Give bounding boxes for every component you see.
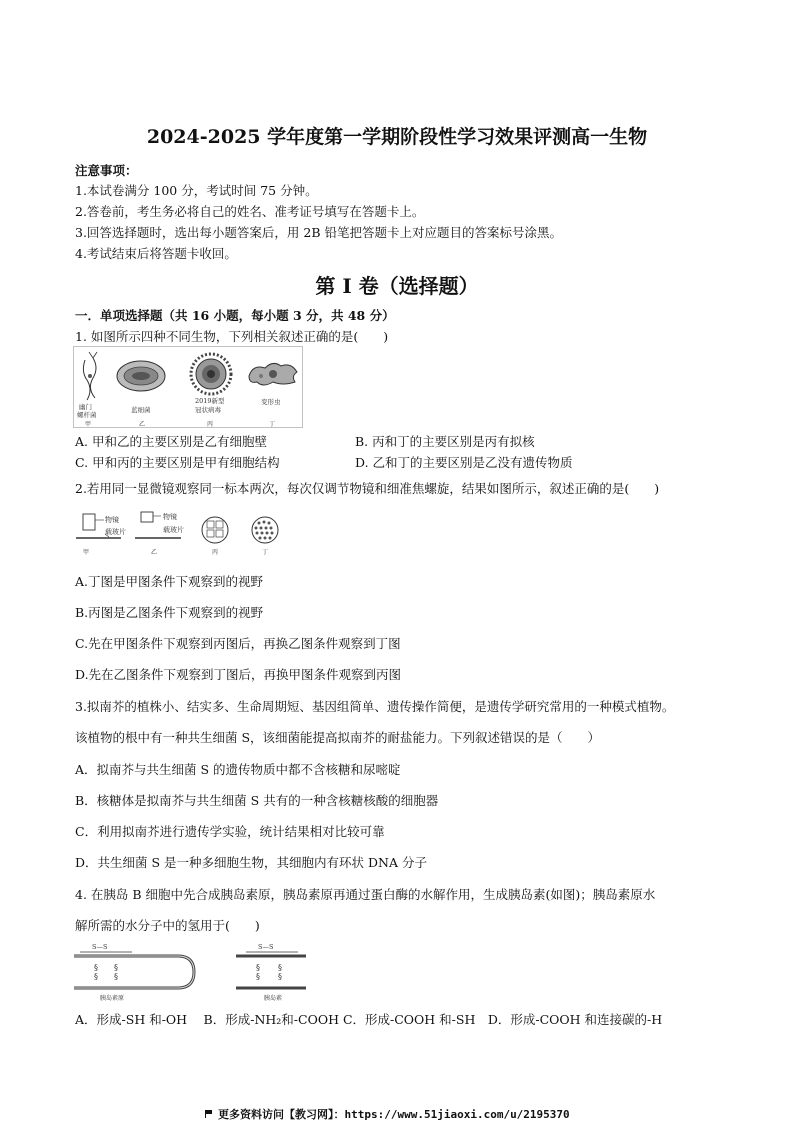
- notes-heading: 注意事项：: [75, 163, 138, 178]
- fig-label: 物镜: [163, 513, 177, 521]
- note-item: 3.回答选择题时，选出每小题答案后，用 2B 铅笔把答题卡上对应题目的答案标号涂黑。: [75, 225, 563, 240]
- helicobacter-figure: [83, 352, 97, 400]
- fig-label: 乙: [151, 549, 158, 556]
- q4-stem-line1: 4. 在胰岛 B 细胞中先合成胰岛素原，胰岛素原再通过蛋白酶的水解作用，生成胰岛素(如图)；胰岛素原水: [75, 887, 656, 902]
- footer-link[interactable]: [205, 1106, 570, 1122]
- q1-option-d: D. 乙和丁的主要区别是乙没有遗传物质: [355, 455, 573, 470]
- fig-label: 变形虫: [261, 398, 281, 406]
- q2-option-a: A.丁图是甲图条件下观察到的视野: [75, 574, 264, 589]
- fig-label: 幽门: [79, 403, 92, 411]
- fig-label: S—S: [92, 943, 108, 951]
- fig-label: 甲: [83, 549, 90, 556]
- q1-option-c: C. 甲和丙的主要区别是甲有细胞结构: [75, 455, 280, 470]
- fig-label: 冠状病毒: [195, 406, 221, 414]
- svg-text:§: §: [278, 972, 282, 981]
- fig-label: 丁: [262, 549, 269, 556]
- q4-stem-line2: 解所需的水分子中的氢用于( ): [75, 918, 260, 933]
- q3-option-c: C．利用拟南芥进行遗传学实验，统计结果相对比较可靠: [75, 824, 385, 839]
- amoeba-figure: [249, 363, 297, 385]
- part-heading: 一．单项选择题（共 16 小题，每小题 3 分，共 48 分）: [75, 308, 395, 323]
- q3-option-b: B．核糖体是拟南芥与共生细菌 S 共有的一种含核糖核酸的细胞器: [75, 793, 439, 808]
- note-item: 4.考试结束后将答题卡收回。: [75, 246, 237, 261]
- cyanobacteria-figure: [117, 361, 165, 391]
- fig-label: 螺杆菌: [77, 411, 97, 419]
- fig-label: 丙: [207, 421, 214, 428]
- q1-stem: 1. 如图所示四种不同生物，下列相关叙述正确的是( ): [75, 329, 389, 344]
- svg-text:§: §: [256, 972, 260, 981]
- q2-option-c: C.先在甲图条件下观察到丙图后，再换乙图条件观察到丁图: [75, 636, 401, 651]
- q2-option-d: D.先在乙图条件下观察到丁图后，再换甲图条件观察到丙图: [75, 667, 402, 682]
- footer-text: 更多资料访问【教习网】：https://www.51jiaoxi.com/u/2195370: [218, 1108, 570, 1121]
- q3-stem-line2: 该植物的根中有一种共生细菌 S，该细菌能提高拟南芥的耐盐能力。下列叙述错误的是（ ）: [75, 730, 601, 745]
- q1-organisms-figure: [73, 346, 303, 428]
- q4-options: A．形成-SH 和-OH B．形成-NH₂和-COOH C．形成-COOH 和-SH D．形成-COOH 和连接碳的-H: [75, 1012, 663, 1027]
- q3-option-a: A．拟南芥与共生细菌 S 的遗传物质中都不含核糖和尿嘧啶: [75, 762, 401, 777]
- q3-option-d: D．共生细菌 S 是一种多细胞生物，其细胞内有环状 DNA 分子: [75, 855, 427, 870]
- fig-label: 2019新型: [195, 397, 225, 405]
- section-title: 第 I 卷（选择题）: [315, 274, 479, 298]
- q1-option-a: A. 甲和乙的主要区别是乙有细胞壁: [75, 434, 267, 449]
- fig-label: 载玻片: [163, 526, 184, 534]
- fig-label: 胰岛素原: [100, 995, 125, 1002]
- fig-label: 载玻片: [105, 528, 126, 536]
- exam-title: 2024-2025 学年度第一学期阶段性学习效果评测高一生物: [146, 126, 648, 148]
- fig-label: 物镜: [105, 516, 119, 524]
- svg-text:§: §: [94, 972, 98, 981]
- fig-label: 胰岛素: [264, 995, 283, 1002]
- q4-insulin-figure: [70, 940, 310, 1002]
- svg-text:§: §: [114, 972, 118, 981]
- fig-label: 丙: [212, 549, 219, 556]
- svg-text:§: §: [278, 963, 282, 972]
- q3-stem-line1: 3.拟南芥的植株小、结实多、生命周期短、基因组简单、遗传操作简便，是遗传学研究常用的一种模式植物。: [75, 699, 675, 714]
- svg-text:§: §: [114, 963, 118, 972]
- fig-label: 丁: [269, 421, 276, 428]
- q2-stem: 2.若用同一显微镜观察同一标本两次，每次仅调节物镜和细准焦螺旋，结果如图所示，叙述正确的是( ): [75, 481, 660, 496]
- svg-text:§: §: [256, 963, 260, 972]
- fig-label: S—S: [258, 943, 274, 951]
- coronavirus-figure: [191, 354, 231, 394]
- fig-label: 蓝细菌: [131, 406, 151, 414]
- note-item: 2.答卷前，考生务必将自己的姓名、准考证号填写在答题卡上。: [75, 204, 425, 219]
- fig-label: 乙: [139, 421, 146, 428]
- fig-label: 甲: [85, 421, 92, 428]
- q1-option-b: B. 丙和丁的主要区别是丙有拟核: [355, 434, 535, 449]
- svg-text:§: §: [94, 963, 98, 972]
- flag-icon: [205, 1110, 214, 1118]
- note-item: 1.本试卷满分 100 分，考试时间 75 分钟。: [75, 183, 318, 198]
- q2-option-b: B.丙图是乙图条件下观察到的视野: [75, 605, 264, 620]
- q2-microscope-figure: [73, 510, 293, 556]
